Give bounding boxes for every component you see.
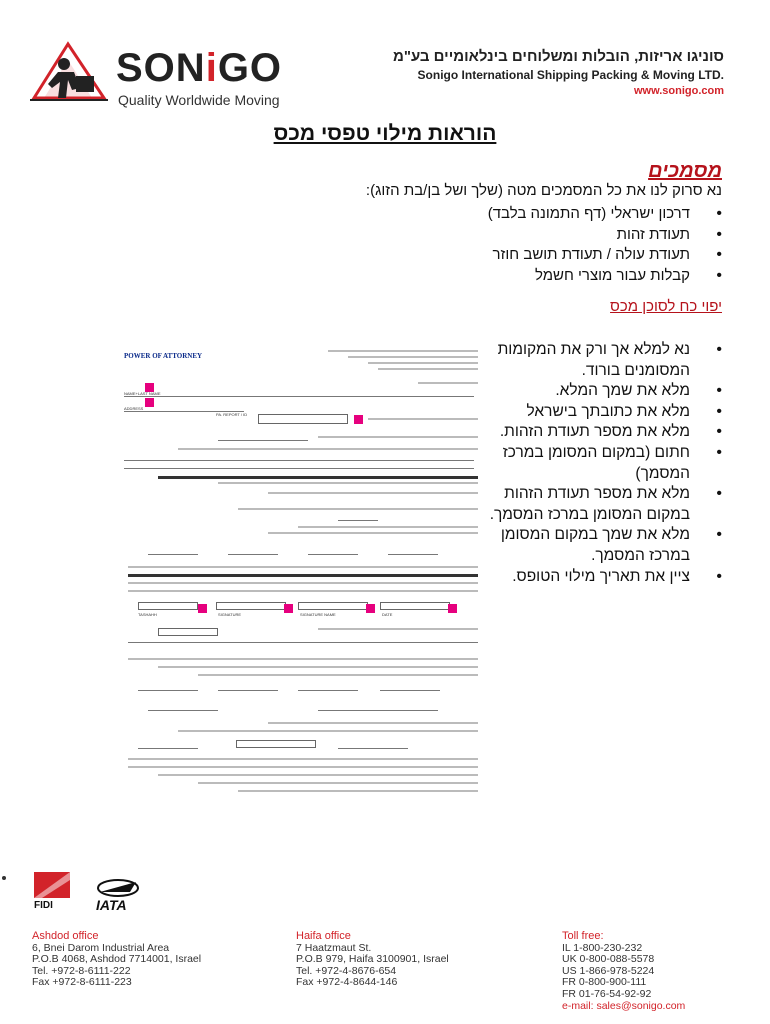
office-line: P.O.B 4068, Ashdod 7714001, Israel [32,953,202,966]
form-sig-label: SIGNATURE NAME [300,612,336,617]
sonigo-logo [24,40,294,110]
list-item: • מלא את מספר תעודת הזהות במקום המסומן במרכז המסמך. [482,484,722,525]
form-field-passport-label: PA. REPORT / ID [216,412,248,417]
form-sig-label: SIGNATURE [218,612,242,617]
office-line: Tel. +972-8-6111-222 [32,964,131,977]
office-line: 7 Haatzmaut St. [296,941,372,954]
list-item: • תעודת זהות [402,225,722,246]
list-item: • קבלות עבור מוצרי חשמל [402,266,722,287]
ashdod-office [32,931,201,989]
list-item: • מלא את שמך במקום המסומן במרכז המסמך. [482,525,722,566]
iata-logo-icon [90,878,150,912]
highlight-marker [198,604,207,613]
company-website-link[interactable]: www.sonigo.com [633,85,724,97]
office-line: IL 1-800-230-232 [562,941,643,954]
office-heading: Toll free: [562,930,604,942]
documents-list [402,204,722,286]
list-item: • מלא את שמך המלא. [482,381,722,402]
list-item: • דרכון ישראלי (דף התמונה בלבד) [402,204,722,225]
instruction-steps [482,340,722,587]
fidi-logo-icon [30,868,74,910]
form-field-name-label: NAME+LAST NAME [124,391,161,396]
office-line: Fax +972-4-8644-146 [296,976,398,989]
highlight-marker [284,604,293,613]
documents-intro: נא סרוק לנו את כל המסמכים מטה (שלך ושל בן/בת הזוג): [365,182,722,199]
email-link[interactable]: sales@sonigo.com [596,999,686,1012]
office-line: US 1-866-978-5224 [562,964,655,977]
haifa-office [296,931,449,989]
list-item: • חתום (במקום המסומן במרכז המסמך) [482,443,722,484]
form-title: POWER OF ATTORNEY [124,352,203,360]
page-dot [2,876,6,880]
brand-wordmark: SONiGO [116,46,283,90]
office-line: FR 01-76-54-92-92 [562,987,652,1000]
form-field-address-label: ADDRESS [124,406,144,411]
power-of-attorney-form-preview [118,340,488,800]
office-line: FR 0-800-900-111 [562,976,647,989]
highlight-marker [366,604,375,613]
highlight-marker [145,398,154,407]
list-item: • נא למלא אך ורק את המקומות המסומנים בורוד. [482,340,722,381]
company-name-hebrew: סוניגו אריזות, הובלות ומשלוחים בינלאומיים בע"מ [392,48,724,65]
office-line: 6, Bnei Darom Industrial Area [32,941,170,954]
highlight-marker [448,604,457,613]
office-line: UK 0-800-088-5578 [562,953,655,966]
toll-free-block [562,931,685,1012]
form-sig-label: DATE [382,612,393,617]
list-item: • תעודת עולה / תעודת תושב חוזר [402,245,722,266]
page-title: הוראות מילוי טפסי מכס [273,122,497,145]
office-heading: Ashdod office [32,930,99,942]
documents-heading: מסמכים [648,160,722,182]
company-name-english: Sonigo International Shipping Packing & Moving LTD. [417,68,724,82]
list-item: • מלא את מספר תעודת הזהות. [482,422,722,443]
brand-tagline: Quality Worldwide Moving [118,92,280,108]
office-line: Fax +972-8-6111-223 [32,976,132,989]
fidi-label: FIDI [34,900,53,910]
iata-label: IATA [96,897,127,912]
office-line: Tel. +972-4-8676-654 [296,964,397,977]
list-item: • מלא את כתובתך בישראל [482,402,722,423]
list-item: • ציין את תאריך מילוי הטופס. [482,567,722,588]
email-label: e-mail: [562,999,594,1012]
office-heading: Haifa office [296,930,351,942]
highlight-marker [354,415,363,424]
power-of-attorney-heading: יפוי כח לסוכן מכס [610,298,722,315]
office-line: P.O.B 979, Haifa 3100901, Israel [296,953,449,966]
mover-figure-icon [24,40,116,110]
company-block [393,48,724,97]
form-sig-label: TASHAHH [138,612,157,617]
